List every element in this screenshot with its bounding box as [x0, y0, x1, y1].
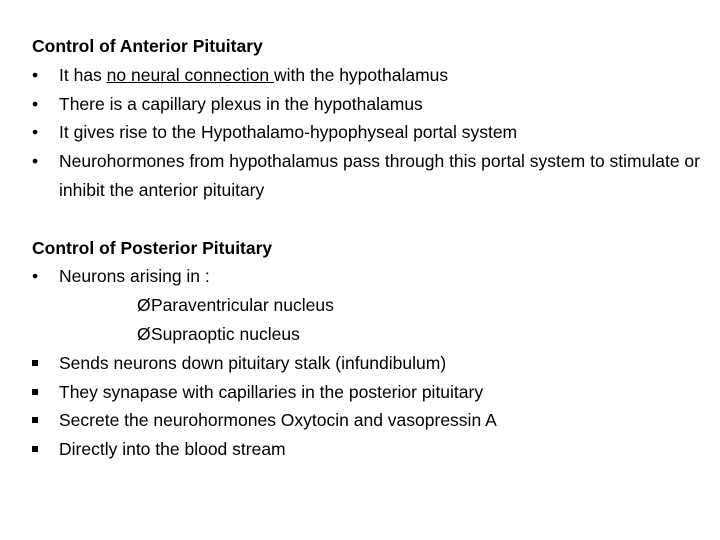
posterior-sub-item	[32, 320, 702, 349]
section-spacer	[32, 205, 702, 234]
posterior-item-text: They synapase with capillaries in the posterior pituitary	[59, 381, 484, 402]
bullet-icon: •	[32, 151, 39, 172]
slide-content	[32, 32, 702, 464]
anterior-item-text-post: with the hypothalamus	[274, 64, 449, 85]
posterior-item-text: Secrete the neurohormones Oxytocin and vasopressin A	[59, 410, 497, 431]
square-bullet-icon	[32, 417, 38, 423]
square-bullet-icon	[32, 360, 38, 366]
anterior-list	[32, 61, 702, 205]
posterior-item	[32, 378, 702, 407]
posterior-list	[32, 262, 702, 464]
posterior-intro-text: Neurons arising in :	[59, 266, 210, 287]
posterior-item-text: Sends neurons down pituitary stalk (infundibulum)	[59, 352, 447, 373]
square-bullet-icon	[32, 446, 38, 452]
anterior-item	[32, 147, 702, 205]
arrow-bullet-icon: Ø	[137, 323, 151, 344]
bullet-icon: •	[32, 93, 39, 114]
posterior-item-text: Directly into the blood stream	[59, 439, 286, 460]
anterior-heading: Control of Anterior Pituitary	[32, 36, 263, 56]
posterior-item	[32, 435, 702, 464]
posterior-heading: Control of Posterior Pituitary	[32, 237, 273, 258]
square-bullet-icon	[32, 389, 38, 395]
posterior-item	[32, 349, 702, 378]
bullet-icon: •	[32, 266, 39, 287]
anterior-item-text: It gives rise to the Hypothalamo-hypophyseal portal system	[59, 122, 518, 143]
arrow-bullet-icon: Ø	[137, 295, 151, 316]
bullet-icon: •	[32, 64, 39, 85]
posterior-sub-item-text: Supraoptic nucleus	[151, 323, 300, 344]
anterior-item-text-underlined: no neural connection	[106, 64, 275, 85]
anterior-item-text: There is a capillary plexus in the hypothalamus	[59, 93, 423, 114]
bullet-icon: •	[32, 122, 39, 143]
posterior-sub-item-text: Paraventricular nucleus	[151, 295, 334, 316]
anterior-item-text-pre: It has	[59, 64, 107, 85]
anterior-item-text: Neurohormones from hypothalamus pass through this portal system to stimulate or inhibit the anterior pituitary	[59, 151, 700, 200]
anterior-item	[32, 90, 702, 119]
posterior-intro-item	[32, 262, 702, 291]
anterior-item	[32, 118, 702, 147]
posterior-sub-item	[32, 291, 702, 320]
anterior-item	[32, 61, 702, 90]
posterior-item	[32, 406, 702, 435]
